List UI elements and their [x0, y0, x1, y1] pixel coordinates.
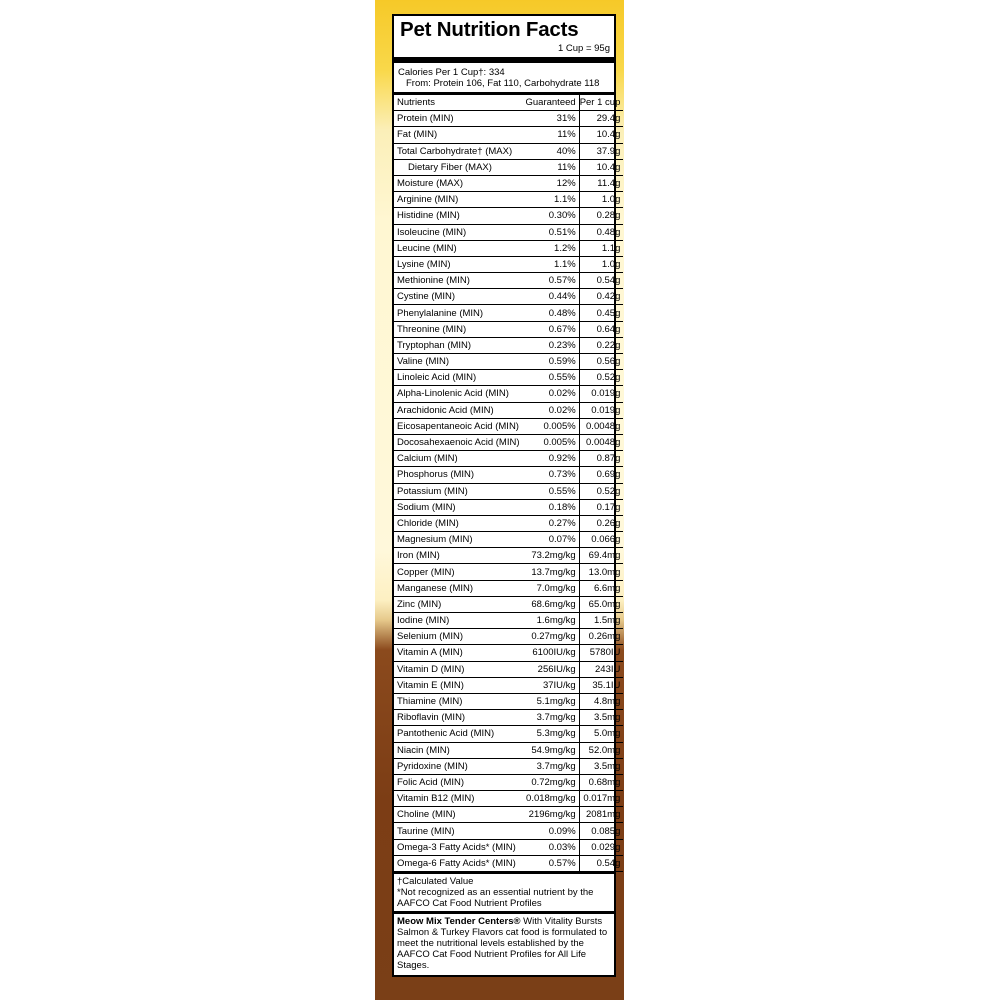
guaranteed-value: 0.018mg/kg [523, 791, 580, 807]
table-row [394, 742, 623, 758]
table-row [394, 564, 623, 580]
nutrient-name: Arachidonic Acid (MIN) [394, 402, 523, 418]
table-row [394, 483, 623, 499]
guaranteed-value: 3.7mg/kg [523, 710, 580, 726]
per-cup-value: 29.4g [579, 111, 623, 127]
nutrient-name: Phenylalanine (MIN) [394, 305, 523, 321]
per-cup-value: 4.8mg [579, 693, 623, 709]
table-row [394, 256, 623, 272]
guaranteed-value: 0.44% [523, 289, 580, 305]
guaranteed-value: 1.1% [523, 256, 580, 272]
per-cup-value: 0.019g [579, 386, 623, 402]
table-row [394, 693, 623, 709]
calories-line: Calories Per 1 Cup†: 334 [398, 67, 505, 78]
nutrient-name: Choline (MIN) [394, 807, 523, 823]
nutrient-name: Copper (MIN) [394, 564, 523, 580]
nutrient-name: Zinc (MIN) [394, 596, 523, 612]
guaranteed-value: 12% [523, 175, 580, 191]
table-row [394, 337, 623, 353]
nutrient-name: Eicosapentaneoic Acid (MIN) [394, 418, 523, 434]
nutrient-name: Vitamin D (MIN) [394, 661, 523, 677]
per-cup-value: 3.5mg [579, 758, 623, 774]
guaranteed-value: 0.59% [523, 354, 580, 370]
nutrient-name: Total Carbohydrate† (MAX) [394, 143, 523, 159]
nutrient-name: Potassium (MIN) [394, 483, 523, 499]
per-cup-value: 0.52g [579, 370, 623, 386]
per-cup-value: 1.5mg [579, 613, 623, 629]
table-row [394, 499, 623, 515]
nutrient-name: Alpha-Linolenic Acid (MIN) [394, 386, 523, 402]
nutrient-name: Histidine (MIN) [394, 208, 523, 224]
guaranteed-value: 54.9mg/kg [523, 742, 580, 758]
per-cup-value: 0.066g [579, 532, 623, 548]
guaranteed-value: 1.1% [523, 192, 580, 208]
per-cup-value: 2081mg [579, 807, 623, 823]
guaranteed-value: 11% [523, 127, 580, 143]
table-row [394, 111, 623, 127]
nutrient-name: Manganese (MIN) [394, 580, 523, 596]
guaranteed-value: 0.55% [523, 370, 580, 386]
table-row [394, 548, 623, 564]
label-title: Pet Nutrition Facts [400, 18, 579, 41]
nutrient-name: Vitamin B12 (MIN) [394, 791, 523, 807]
nutrient-name: Valine (MIN) [394, 354, 523, 370]
guaranteed-value: 0.51% [523, 224, 580, 240]
per-cup-value: 0.42g [579, 289, 623, 305]
per-cup-value: 69.4mg [579, 548, 623, 564]
nutrient-name: Riboflavin (MIN) [394, 710, 523, 726]
guaranteed-value: 0.92% [523, 451, 580, 467]
nutrient-name: Thiamine (MIN) [394, 693, 523, 709]
per-cup-value: 0.0048g [579, 434, 623, 450]
nutrition-facts-label [392, 14, 621, 977]
nutrient-name: Fat (MIN) [394, 127, 523, 143]
per-cup-value: 0.56g [579, 354, 623, 370]
nutrient-name: Pyridoxine (MIN) [394, 758, 523, 774]
table-row [394, 289, 623, 305]
per-cup-value: 65.0mg [579, 596, 623, 612]
per-cup-value: 11.4g [579, 175, 623, 191]
per-cup-value: 0.45g [579, 305, 623, 321]
per-cup-value: 0.68mg [579, 774, 623, 790]
table-row [394, 596, 623, 612]
nutrient-name: Folic Acid (MIN) [394, 774, 523, 790]
table-row [394, 839, 623, 855]
table-row [394, 629, 623, 645]
calories-from: From: Protein 106, Fat 110, Carbohydrate 118 [406, 78, 600, 89]
guaranteed-value: 5.1mg/kg [523, 693, 580, 709]
per-cup-value: 1.0g [579, 256, 623, 272]
table-row [394, 515, 623, 531]
table-row [394, 143, 623, 159]
nutrient-name: Chloride (MIN) [394, 515, 523, 531]
column-header-nutrients: Nutrients [394, 95, 523, 111]
table-row [394, 726, 623, 742]
per-cup-value: 3.5mg [579, 710, 623, 726]
guaranteed-value: 0.48% [523, 305, 580, 321]
nutrient-name: Vitamin A (MIN) [394, 645, 523, 661]
guaranteed-value: 6100IU/kg [523, 645, 580, 661]
guaranteed-value: 40% [523, 143, 580, 159]
table-row [394, 386, 623, 402]
guaranteed-value: 31% [523, 111, 580, 127]
per-cup-value: 35.1IU [579, 677, 623, 693]
table-row [394, 305, 623, 321]
nutrient-name: Iron (MIN) [394, 548, 523, 564]
nutrient-name: Omega-6 Fatty Acids* (MIN) [394, 855, 523, 871]
guaranteed-value: 0.27mg/kg [523, 629, 580, 645]
nutrient-name: Isoleucine (MIN) [394, 224, 523, 240]
table-row [394, 580, 623, 596]
per-cup-value: 243IU [579, 661, 623, 677]
table-header-row [394, 95, 623, 111]
guaranteed-value: 0.03% [523, 839, 580, 855]
guaranteed-value: 73.2mg/kg [523, 548, 580, 564]
nutrient-name: Docosahexaenoic Acid (MIN) [394, 434, 523, 450]
per-cup-value: 0.26mg [579, 629, 623, 645]
nutrient-name: Sodium (MIN) [394, 499, 523, 515]
per-cup-value: 0.87g [579, 451, 623, 467]
nutrient-name: Moisture (MAX) [394, 175, 523, 191]
guaranteed-value: 7.0mg/kg [523, 580, 580, 596]
table-row [394, 677, 623, 693]
guaranteed-value: 0.09% [523, 823, 580, 839]
per-cup-value: 0.52g [579, 483, 623, 499]
per-cup-value: 0.019g [579, 402, 623, 418]
table-row [394, 710, 623, 726]
per-cup-value: 0.017mg [579, 791, 623, 807]
per-cup-value: 0.54g [579, 273, 623, 289]
per-cup-value: 0.029g [579, 839, 623, 855]
guaranteed-value: 3.7mg/kg [523, 758, 580, 774]
nutrient-name: Cystine (MIN) [394, 289, 523, 305]
guaranteed-value: 11% [523, 159, 580, 175]
per-cup-value: 0.17g [579, 499, 623, 515]
table-row [394, 224, 623, 240]
table-row [394, 273, 623, 289]
guaranteed-value: 0.23% [523, 337, 580, 353]
serving-size: 1 Cup = 95g [394, 42, 614, 63]
nutrient-name: Arginine (MIN) [394, 192, 523, 208]
table-row [394, 791, 623, 807]
per-cup-value: 37.9g [579, 143, 623, 159]
table-row [394, 645, 623, 661]
nutrient-name: Threonine (MIN) [394, 321, 523, 337]
guaranteed-value: 0.02% [523, 402, 580, 418]
footnotes [394, 872, 614, 914]
guaranteed-value: 5.3mg/kg [523, 726, 580, 742]
nutrient-name: Tryptophan (MIN) [394, 337, 523, 353]
table-row [394, 175, 623, 191]
nutrient-name: Vitamin E (MIN) [394, 677, 523, 693]
per-cup-value: 0.54g [579, 855, 623, 871]
guaranteed-value: 13.7mg/kg [523, 564, 580, 580]
table-row [394, 240, 623, 256]
footnote-calculated: †Calculated Value [397, 876, 474, 887]
guaranteed-value: 0.67% [523, 321, 580, 337]
nutrient-name: Omega-3 Fatty Acids* (MIN) [394, 839, 523, 855]
guaranteed-value: 0.57% [523, 273, 580, 289]
guaranteed-value: 0.27% [523, 515, 580, 531]
table-row [394, 774, 623, 790]
guaranteed-value: 2196mg/kg [523, 807, 580, 823]
per-cup-value: 1.1g [579, 240, 623, 256]
nutrient-name: Selenium (MIN) [394, 629, 523, 645]
nutrient-name: Dietary Fiber (MAX) [394, 159, 523, 175]
table-row [394, 321, 623, 337]
nutrient-name: Calcium (MIN) [394, 451, 523, 467]
nutrient-name: Linoleic Acid (MIN) [394, 370, 523, 386]
guaranteed-value: 0.55% [523, 483, 580, 499]
footnote-aafco: *Not recognized as an essential nutrient by the AAFCO Cat Food Nutrient Profiles [397, 887, 594, 909]
nutrient-name: Phosphorus (MIN) [394, 467, 523, 483]
per-cup-value: 0.64g [579, 321, 623, 337]
table-row [394, 208, 623, 224]
per-cup-value: 0.28g [579, 208, 623, 224]
guaranteed-value: 0.005% [523, 418, 580, 434]
guaranteed-value: 0.30% [523, 208, 580, 224]
per-cup-value: 0.69g [579, 467, 623, 483]
table-row [394, 354, 623, 370]
nutrient-name: Taurine (MIN) [394, 823, 523, 839]
calories-section [394, 63, 614, 95]
table-row [394, 434, 623, 450]
nutrient-name: Magnesium (MIN) [394, 532, 523, 548]
nutrient-name: Protein (MIN) [394, 111, 523, 127]
table-row [394, 402, 623, 418]
guaranteed-value: 68.6mg/kg [523, 596, 580, 612]
guaranteed-value: 37IU/kg [523, 677, 580, 693]
per-cup-value: 1.0g [579, 192, 623, 208]
nutrient-name: Leucine (MIN) [394, 240, 523, 256]
per-cup-value: 0.0048g [579, 418, 623, 434]
per-cup-value: 0.22g [579, 337, 623, 353]
per-cup-value: 5.0mg [579, 726, 623, 742]
table-row [394, 855, 623, 871]
nutrient-table [394, 95, 623, 872]
table-row [394, 418, 623, 434]
guaranteed-value: 0.73% [523, 467, 580, 483]
table-row [394, 758, 623, 774]
table-row [394, 159, 623, 175]
table-row [394, 467, 623, 483]
nutrient-name: Pantothenic Acid (MIN) [394, 726, 523, 742]
statement-text: With Vitality Bursts Salmon & Turkey Flavors cat food is formulated to meet the nutritional levels established by the AAFCO Cat Food Nutrient Profiles for All Life Stages. [397, 916, 608, 971]
aafco-statement [394, 914, 614, 975]
guaranteed-value: 256IU/kg [523, 661, 580, 677]
table-row [394, 613, 623, 629]
table-row [394, 370, 623, 386]
guaranteed-value: 1.2% [523, 240, 580, 256]
per-cup-value: 6.6mg [579, 580, 623, 596]
table-row [394, 823, 623, 839]
nutrient-name: Niacin (MIN) [394, 742, 523, 758]
guaranteed-value: 0.18% [523, 499, 580, 515]
per-cup-value: 13.0mg [579, 564, 623, 580]
guaranteed-value: 0.57% [523, 855, 580, 871]
guaranteed-value: 0.005% [523, 434, 580, 450]
table-row [394, 807, 623, 823]
per-cup-value: 10.4g [579, 159, 623, 175]
table-row [394, 127, 623, 143]
nutrient-name: Iodine (MIN) [394, 613, 523, 629]
column-header-guaranteed: Guaranteed [523, 95, 580, 111]
per-cup-value: 5780IU [579, 645, 623, 661]
per-cup-value: 0.085g [579, 823, 623, 839]
guaranteed-value: 0.07% [523, 532, 580, 548]
guaranteed-value: 1.6mg/kg [523, 613, 580, 629]
table-row [394, 192, 623, 208]
per-cup-value: 10.4g [579, 127, 623, 143]
guaranteed-value: 0.02% [523, 386, 580, 402]
brand-name: Meow Mix Tender Centers® [397, 916, 521, 927]
table-row [394, 532, 623, 548]
nutrient-name: Methionine (MIN) [394, 273, 523, 289]
per-cup-value: 52.0mg [579, 742, 623, 758]
table-row [394, 661, 623, 677]
column-header-per-cup: Per 1 cup [579, 95, 623, 111]
nutrient-name: Lysine (MIN) [394, 256, 523, 272]
per-cup-value: 0.26g [579, 515, 623, 531]
guaranteed-value: 0.72mg/kg [523, 774, 580, 790]
table-row [394, 451, 623, 467]
per-cup-value: 0.48g [579, 224, 623, 240]
